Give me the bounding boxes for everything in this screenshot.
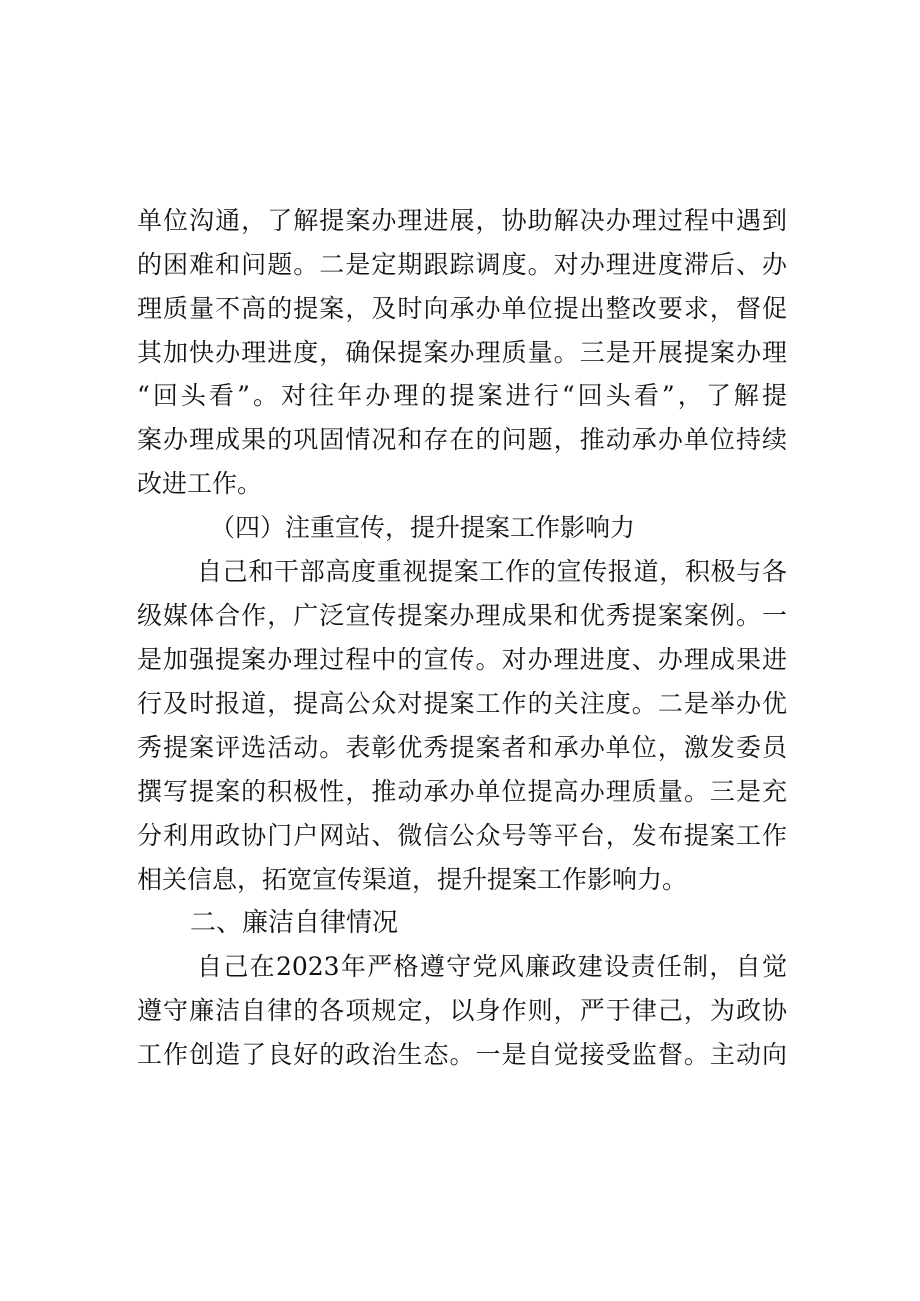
paragraph-line: 工作创造了良好的政治生态。一是自觉接受监督。主动向 [137, 1040, 787, 1069]
paragraph-line: 遵守廉洁自律的各项规定，以身作则，严于律己，为政协 [137, 996, 787, 1025]
paragraph-line: 自己在2023年严格遵守党风廉政建设责任制，自觉 [197, 952, 787, 981]
paragraph-line: 分利用政协门户网站、微信公众号等平台，发布提案工作 [137, 821, 787, 850]
paragraph-line: 理质量不高的提案，及时向承办单位提出整改要求，督促 [137, 294, 787, 323]
paragraph-line: 撰写提案的积极性，推动承办单位提高办理质量。三是充 [137, 777, 787, 806]
paragraph-line: 改进工作。 [137, 469, 263, 498]
paragraph-line: 行及时报道，提高公众对提案工作的关注度。二是举办优 [137, 689, 787, 718]
paragraph-line: 是加强提案办理过程中的宣传。对办理进度、办理成果进 [137, 645, 787, 674]
paragraph-line: 的困难和问题。二是定期跟踪调度。对办理进度滞后、办 [137, 250, 787, 279]
section-heading: 二、廉洁自律情况 [190, 908, 399, 938]
paragraph-line: 单位沟通，了解提案办理进展，协助解决办理过程中遇到 [137, 206, 787, 235]
paragraph-line: 级媒体合作，广泛宣传提案办理成果和优秀提案案例。一 [137, 601, 787, 630]
paragraph-line: 其加快办理进度，确保提案办理质量。三是开展提案办理 [137, 338, 787, 367]
paragraph-line: 相关信息，拓宽宣传渠道，提升提案工作影响力。 [137, 865, 688, 894]
paragraph-line: “回头看”。对往年办理的提案进行“回头看”，了解提 [137, 381, 787, 410]
paragraph-line: 案办理成果的巩固情况和存在的问题，推动承办单位持续 [137, 425, 787, 454]
section-subheading: （四）注重宣传，提升提案工作影响力 [210, 513, 636, 542]
paragraph-line: 自己和干部高度重视提案工作的宣传报道，积极与各 [197, 557, 787, 586]
paragraph-line: 秀提案评选活动。表彰优秀提案者和承办单位，激发委员 [137, 733, 787, 762]
